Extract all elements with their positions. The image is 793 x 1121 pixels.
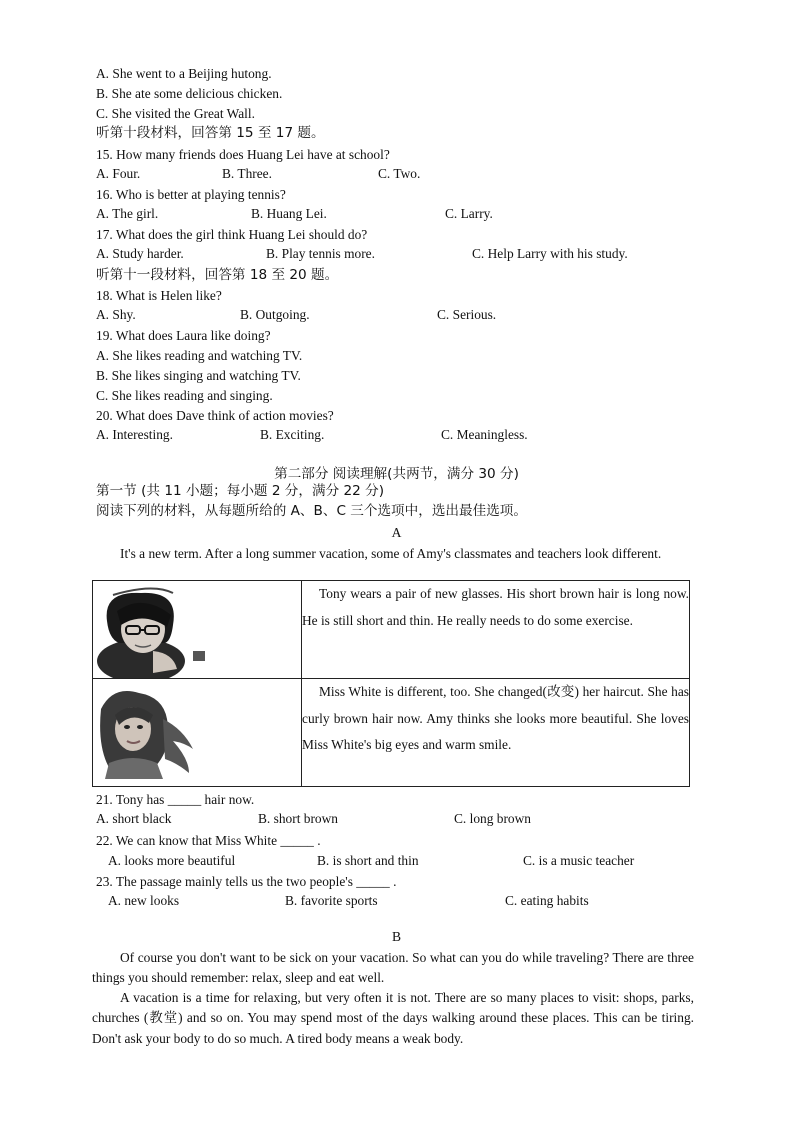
q21-option-b: B. short brown <box>258 811 338 826</box>
q23-option-c: C. eating habits <box>505 893 589 908</box>
q21-option-c: C. long brown <box>454 811 531 826</box>
miss-white-description-cell <box>302 679 690 787</box>
table-row <box>93 581 690 679</box>
q15-option-c: C. Two. <box>378 166 421 181</box>
tony-description: Tony wears a pair of new glasses. His short brown hair is long now. He is still short and thin. He really needs to do some exercise. <box>302 586 689 628</box>
q23-option-b: B. favorite sports <box>285 893 378 908</box>
q14-option-c: C. She visited the Great Wall. <box>96 106 255 121</box>
q20-option-c: C. Meaningless. <box>441 427 528 442</box>
passage-b-paragraph-1: Of course you don't want to be sick on your vacation. So what can you do while traveling? There are three things you should remember: relax, sleep and eat well. <box>92 950 694 986</box>
q17-option-a: A. Study harder. <box>96 246 184 261</box>
q18-option-c: C. Serious. <box>437 307 497 322</box>
passage-b-paragraph-2: A vacation is a time for relaxing, but very often it is not. There are so many places to visit: shops, parks, churches (教堂) and so on. You may spend most of the days walking around these places. This can be tiring. Don't ask your body to do so much. A tired body means a weak body. <box>92 990 694 1046</box>
tony-description-cell <box>302 581 690 679</box>
part-two-title: 第二部分 阅读理解(共两节，满分 30 分) <box>274 466 519 482</box>
tony-photo <box>93 581 301 678</box>
q22-option-b: B. is short and thin <box>317 853 419 868</box>
q16-question: 16. Who is better at playing tennis? <box>96 187 286 202</box>
q18-option-b: B. Outgoing. <box>240 307 310 322</box>
q15-question: 15. How many friends does Huang Lei have at school? <box>96 147 390 162</box>
q21-question: 21. Tony has _____ hair now. <box>96 792 255 807</box>
q17-option-b: B. Play tennis more. <box>266 246 375 261</box>
q20-option-b: B. Exciting. <box>260 427 325 442</box>
passage-b-label: B <box>391 929 402 944</box>
q20-option-a: A. Interesting. <box>96 427 173 442</box>
q16-option-a: A. The girl. <box>96 206 159 221</box>
photo-cell <box>93 679 302 787</box>
q22-question: 22. We can know that Miss White _____ . <box>96 833 321 848</box>
table-row <box>93 679 690 787</box>
q14-option-a: A. She went to a Beijing hutong. <box>96 66 272 81</box>
q16-option-c: C. Larry. <box>445 206 493 221</box>
reading-instruction: 阅读下列的材料，从每题所给的 A、B、C 三个选项中，选出最佳选项。 <box>96 503 527 519</box>
section-one-heading: 第一节 (共 11 小题；每小题 2 分，满分 22 分) <box>96 483 385 499</box>
q23-question: 23. The passage mainly tells us the two people's _____ . <box>96 874 397 889</box>
q22-option-c: C. is a music teacher <box>523 853 635 868</box>
q19-question: 19. What does Laura like doing? <box>96 328 271 343</box>
q17-question: 17. What does the girl think Huang Lei should do? <box>96 227 368 242</box>
photo-cell <box>93 581 302 679</box>
passage-a-intro: It's a new term. After a long summer vacation, some of Amy's classmates and teachers look different. <box>120 546 662 561</box>
q23-option-a: A. new looks <box>108 893 180 908</box>
miss-white-photo <box>93 679 301 786</box>
q17-option-c: C. Help Larry with his study. <box>472 246 628 261</box>
section-10-instruction: 听第十段材料，回答第 15 至 17 题。 <box>96 125 325 141</box>
passage-a-label: A <box>391 525 402 540</box>
miss-white-description: Miss White is different, too. She changed(改变) her haircut. She has curly brown hair now. Amy thinks she looks more beautiful. She loves Miss White's big eyes and warm smile. <box>302 684 689 752</box>
q15-option-a: A. Four. <box>96 166 141 181</box>
q19-option-c: C. She likes reading and singing. <box>96 388 273 403</box>
people-table <box>92 580 690 787</box>
q20-question: 20. What does Dave think of action movies? <box>96 408 334 423</box>
q14-option-b: B. She ate some delicious chicken. <box>96 86 283 101</box>
q19-option-a: A. She likes reading and watching TV. <box>96 348 303 363</box>
q19-option-b: B. She likes singing and watching TV. <box>96 368 301 383</box>
q18-option-a: A. Shy. <box>96 307 136 322</box>
q21-option-a: A. short black <box>96 811 172 826</box>
q18-question: 18. What is Helen like? <box>96 288 222 303</box>
q16-option-b: B. Huang Lei. <box>251 206 327 221</box>
section-11-instruction: 听第十一段材料，回答第 18 至 20 题。 <box>96 267 339 283</box>
q22-option-a: A. looks more beautiful <box>108 853 236 868</box>
q15-option-b: B. Three. <box>222 166 272 181</box>
